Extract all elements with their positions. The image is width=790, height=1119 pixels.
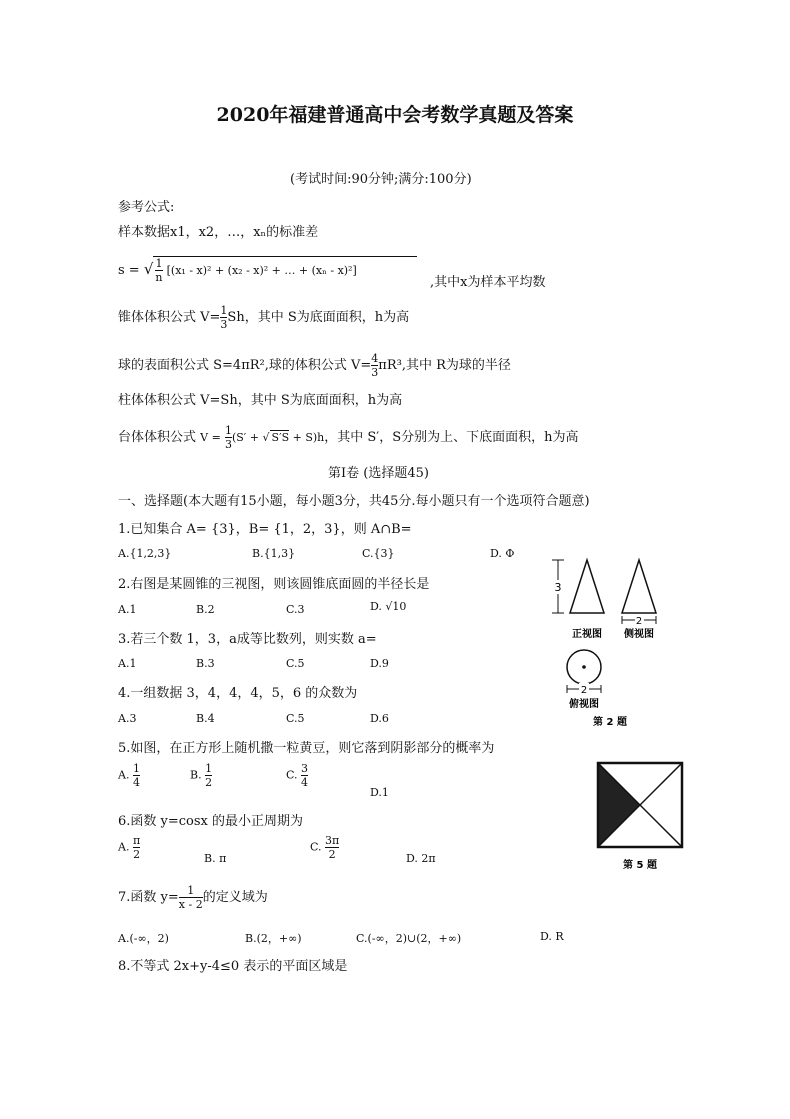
- q1-option-b: B.{1,3}: [252, 547, 296, 560]
- question-2-stem: 2.右图是某圆锥的三视图，则该圆锥底面圆的半径长是: [118, 577, 430, 592]
- q6-option-a: A. $\frac{\pi}{2}$: [118, 834, 141, 861]
- q4-option-d: D.6: [370, 712, 389, 725]
- fig5-caption: 第 5 题: [623, 860, 657, 871]
- question-3-stem: 3.若三个数 1，3，a成等比数列，则实数 a=: [118, 632, 377, 647]
- q3-option-c: C.5: [286, 657, 305, 670]
- fig2-side-view-label: 侧视图: [624, 629, 654, 640]
- question-7-stem: 7.函数 y= $\frac{1}{x - 2}$ 的定义域为: [118, 884, 268, 911]
- q3-option-b: B.3: [196, 657, 215, 670]
- question-4-stem: 4.一组数据 3，4，4，4，5，6 的众数为: [118, 686, 358, 701]
- q5-option-a: A. $\frac{1}{4}$: [118, 762, 140, 789]
- q1-option-c: C.{3}: [362, 547, 395, 560]
- q5-option-b: B. $\frac{1}{2}$: [190, 762, 213, 789]
- figure-2-drawing: [540, 555, 670, 735]
- cone-volume-formula: 锥体体积公式 V= $\frac{1}{3}$ Sh，其中 S为底面面积，h为高: [118, 304, 410, 331]
- q6-option-c: C. $\frac{3\pi}{2}$: [310, 834, 340, 861]
- std-dev-body: [(x₁ - x)² + (x₂ - x)² + … + (xₙ - x)²]: [166, 264, 357, 277]
- q2-option-b: B.2: [196, 603, 215, 616]
- q7-option-c: C.(-∞，2)∪(2，+∞): [356, 932, 462, 945]
- q1-option-a: A.{1,2,3}: [118, 547, 172, 560]
- sphere-frac: $\frac{4}{3}$: [371, 352, 379, 379]
- fig2-front-triangle: [570, 560, 604, 613]
- q3-option-d: D.9: [370, 657, 389, 670]
- std-dev-formula: s = √ $\frac{1}{n}$ [(x₁ - x)² + (x₂ - x)² + … + (xₙ - x)²]: [118, 256, 417, 284]
- question-6-stem: 6.函数 y=cosx 的最小正周期为: [118, 814, 304, 829]
- q3-option-a: A.1: [118, 657, 137, 670]
- prism-formula: 柱体体积公式 V=Sh，其中 S为底面面积，h为高: [118, 393, 403, 408]
- q7-option-a: A.(-∞，2): [118, 932, 169, 945]
- sphere-formula: 球的表面积公式 S=4πR²,球的体积公式 V= $\frac{4}{3}$ πR³,其中 R为球的半径: [118, 352, 511, 379]
- std-dev-lhs: s =: [118, 263, 140, 278]
- q6-option-d: D. 2π: [406, 852, 436, 865]
- std-dev-intro: 样本数据x1，x2，…，xₙ的标准差: [118, 225, 319, 240]
- frustum-frac: $\frac{1}{3}$: [224, 424, 232, 451]
- frustum-formula: 台体体积公式 V = $\frac{1}{3}$ (S′ + √ S′S + S)h，其中 S′，S分别为上、下底面面积，h为高: [118, 424, 579, 451]
- q6-option-b: B. π: [204, 852, 227, 865]
- q7-option-d: D. R: [540, 930, 564, 943]
- std-dev-note: ,其中x为样本平均数: [430, 275, 546, 290]
- q4-option-a: A.3: [118, 712, 137, 725]
- ref-heading: 参考公式:: [118, 200, 175, 215]
- fig2-height-label: 3: [554, 581, 562, 594]
- std-dev-radicand: [153, 256, 417, 284]
- question-5-stem: 5.如图，在正方形上随机撒一粒黄豆，则它落到阴影部分的概率为: [118, 741, 495, 756]
- question-8-stem: 8.不等式 2x+y-4≤0 表示的平面区域是: [118, 959, 348, 974]
- q4-option-c: C.5: [286, 712, 305, 725]
- fig2-top-view-label: 俯视图: [569, 699, 599, 710]
- fig2-side-triangle: [622, 560, 656, 613]
- section-heading: 一、选择题(本大题有15小题，每小题3分，共45分.每小题只有一个选项符合题意): [118, 494, 590, 509]
- fig2-side-width-label: 2: [635, 616, 643, 627]
- fig2-front-view-label: 正视图: [572, 629, 602, 640]
- exam-info: (考试时间:90分钟;满分:100分): [290, 172, 472, 187]
- question-1-stem: 1.已知集合 A= {3}，B= {1，2，3}，则 A∩B=: [118, 522, 412, 537]
- q2-option-d: D. √10: [370, 600, 407, 613]
- q1-option-d: D. Φ: [490, 547, 515, 560]
- q2-option-a: A.1: [118, 603, 137, 616]
- fig2-caption: 第 2 题: [593, 717, 627, 728]
- figure-5: [595, 760, 685, 875]
- page-title: 2020年福建普通高中会考数学真题及答案: [216, 104, 574, 126]
- std-dev-frac: $\frac{1}{n}$: [155, 257, 163, 284]
- q4-option-b: B.4: [196, 712, 215, 725]
- q5-option-c: C. $\frac{3}{4}$: [286, 762, 309, 789]
- cone-frac: $\frac{1}{3}$: [220, 304, 228, 331]
- figure-2: [540, 555, 670, 735]
- fig2-top-width-label: 2: [580, 685, 588, 696]
- q2-option-c: C.3: [286, 603, 305, 616]
- q7-option-b: B.(2，+∞): [245, 932, 302, 945]
- q5-option-d: D.1: [370, 786, 389, 799]
- figure-5-drawing: [595, 760, 685, 875]
- fig5-shaded-triangle: [598, 763, 640, 847]
- part-title: 第Ⅰ卷 (选择题45): [328, 466, 429, 481]
